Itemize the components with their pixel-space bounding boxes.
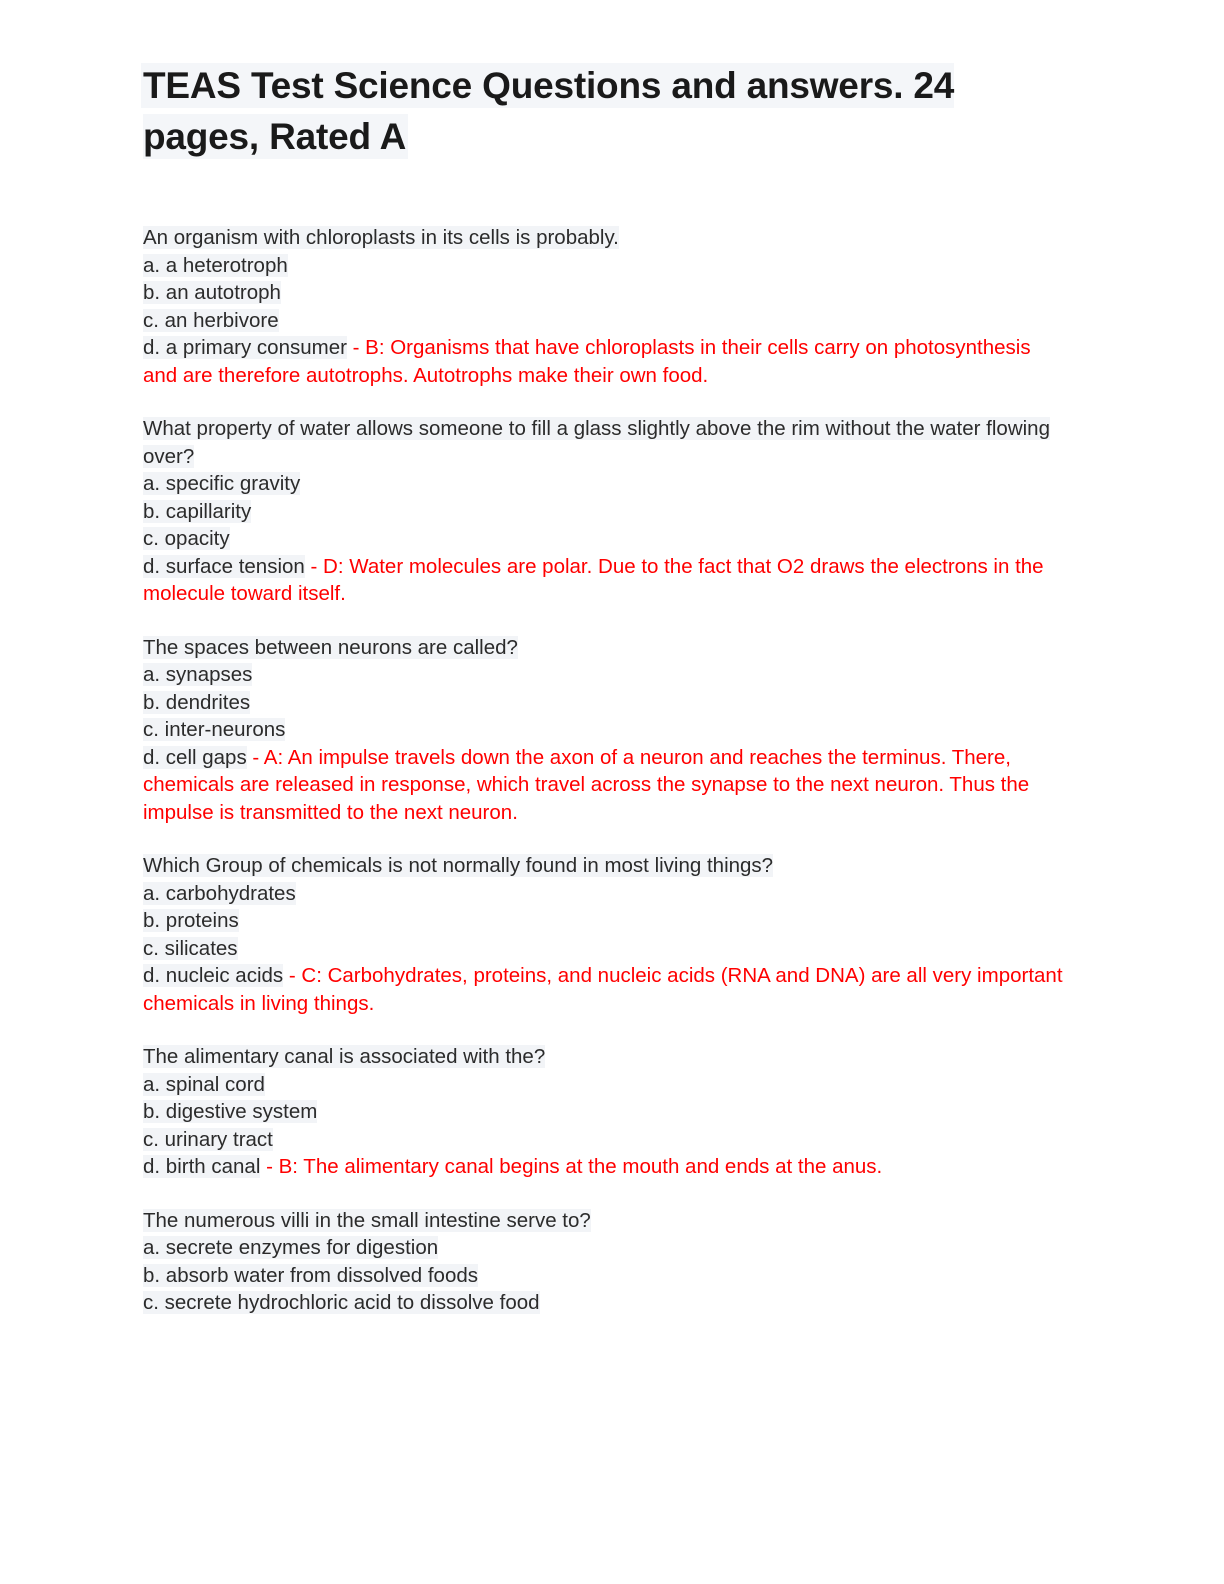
question-text: The numerous villi in the small intestine serve to? xyxy=(143,1208,591,1232)
option-item xyxy=(143,1071,1068,1099)
option-label: b. dendrites xyxy=(143,690,251,714)
option-label: a. spinal cord xyxy=(143,1072,265,1096)
option-item-with-answer xyxy=(143,553,1068,608)
option-item xyxy=(143,1234,1068,1262)
option-label: d. a primary consumer xyxy=(143,336,347,360)
qa-block xyxy=(143,415,1068,608)
option-item-with-answer xyxy=(143,962,1068,1017)
option-label: d. birth canal xyxy=(143,1155,261,1179)
option-item xyxy=(143,661,1068,689)
option-item-with-answer xyxy=(143,1153,1068,1181)
option-label: b. an autotroph xyxy=(143,281,281,305)
question-text: An organism with chloroplasts in its cells is probably. xyxy=(143,226,619,250)
option-item xyxy=(143,1126,1068,1154)
option-item xyxy=(143,907,1068,935)
option-label: b. proteins xyxy=(143,909,239,933)
question-text: Which Group of chemicals is not normally found in most living things? xyxy=(143,854,774,878)
option-item xyxy=(143,307,1068,335)
option-label: d. nucleic acids xyxy=(143,964,284,988)
answer-text: - D: Water molecules are polar. Due to the fact that O2 draws the electrons in the molecule toward itself. xyxy=(143,554,1044,606)
option-label: a. secrete enzymes for digestion xyxy=(143,1236,439,1260)
option-label: c. an herbivore xyxy=(143,308,279,332)
question-line xyxy=(143,224,1068,252)
question-text: The spaces between neurons are called? xyxy=(143,635,518,659)
qa-block xyxy=(143,224,1068,389)
option-label: a. synapses xyxy=(143,663,253,687)
answer-text: - B: Organisms that have chloroplasts in their cells carry on photosynthesis and are therefore autotrophs. Autotrophs make their own food. xyxy=(143,336,1031,387)
option-label: c. urinary tract xyxy=(143,1127,273,1151)
option-item xyxy=(143,689,1068,717)
question-line xyxy=(143,634,1068,662)
option-label: c. inter-neurons xyxy=(143,718,286,742)
option-item xyxy=(143,1262,1068,1290)
option-item-with-answer xyxy=(143,334,1068,389)
option-item xyxy=(143,935,1068,963)
qa-block xyxy=(143,1207,1068,1317)
question-line xyxy=(143,1207,1068,1235)
option-item xyxy=(143,252,1068,280)
answer-text: - B: The alimentary canal begins at the mouth and ends at the anus. xyxy=(266,1155,883,1179)
question-line xyxy=(143,852,1068,880)
option-label: c. secrete hydrochloric acid to dissolve food xyxy=(143,1291,540,1315)
qa-block xyxy=(143,1043,1068,1181)
option-label: a. carbohydrates xyxy=(143,881,296,905)
option-label: b. absorb water from dissolved foods xyxy=(143,1263,478,1287)
option-item xyxy=(143,1289,1068,1317)
answer-text: - C: Carbohydrates, proteins, and nucleic acids (RNA and DNA) are all very important chemicals in living things. xyxy=(143,964,1063,1015)
option-item xyxy=(143,525,1068,553)
page-title-wrapper xyxy=(143,60,1073,162)
option-label: c. silicates xyxy=(143,936,238,960)
option-item xyxy=(143,279,1068,307)
option-label: a. specific gravity xyxy=(143,472,301,496)
question-text: The alimentary canal is associated with the? xyxy=(143,1045,546,1069)
option-item xyxy=(143,1098,1068,1126)
question-line xyxy=(143,415,1068,470)
option-item xyxy=(143,498,1068,526)
option-item xyxy=(143,880,1068,908)
question-text: What property of water allows someone to fill a glass slightly above the rim without the water flowing over? xyxy=(143,417,1050,468)
option-label: b. digestive system xyxy=(143,1100,318,1124)
qa-block xyxy=(143,634,1068,827)
question-line xyxy=(143,1043,1068,1071)
page-title: TEAS Test Science Questions and answers. 24 pages, Rated A xyxy=(143,65,955,158)
answer-text: - A: An impulse travels down the axon of a neuron and reaches the terminus. There, chemicals are released in response, which travel across the synapse to the next neuron. Thus the impulse is transmitted to the next neuron. xyxy=(143,745,1030,824)
option-label: b. capillarity xyxy=(143,499,252,523)
qa-block xyxy=(143,852,1068,1017)
option-label: d. surface tension xyxy=(143,554,305,578)
option-item-with-answer xyxy=(143,744,1068,827)
option-item xyxy=(143,470,1068,498)
option-label: a. a heterotroph xyxy=(143,253,288,277)
option-label: d. cell gaps xyxy=(143,745,247,769)
option-item xyxy=(143,716,1068,744)
option-label: c. opacity xyxy=(143,527,230,551)
